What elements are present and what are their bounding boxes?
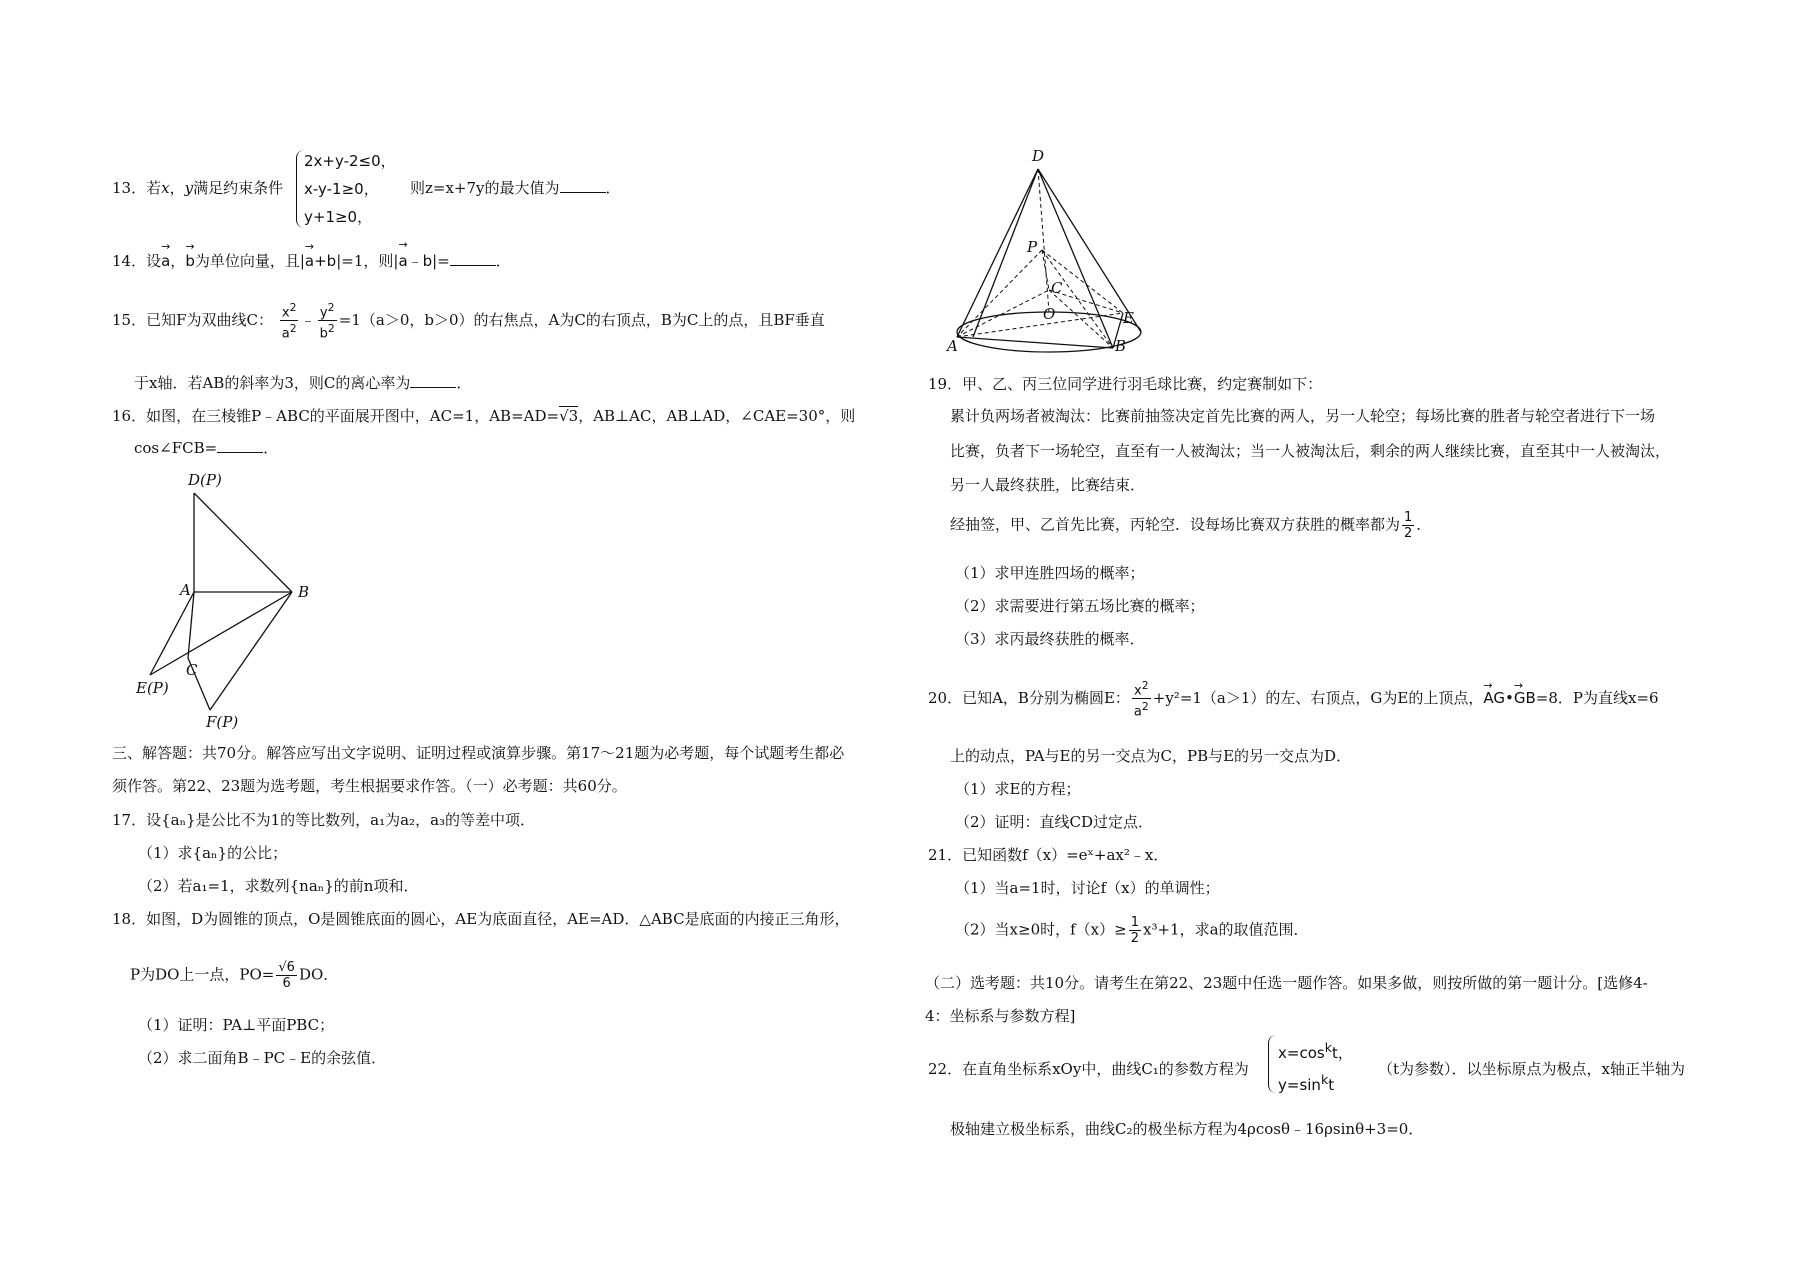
q14-vec-b: → b <box>185 252 195 270</box>
q20-vec-gb: → GB <box>1514 686 1536 710</box>
q13-constraint-1: 2x+y-2≤0， <box>304 152 396 170</box>
fig16-label-A: A <box>180 581 191 599</box>
q14-end: ． <box>495 252 511 270</box>
q22-eq2-t: t <box>1328 1076 1335 1094</box>
q16-line2-text: cos∠FCB= <box>134 439 218 457</box>
q15-answer-blank <box>410 373 456 388</box>
q22-eq1-t: t， <box>1331 1044 1353 1062</box>
q13-prefix: 13．若 <box>112 179 162 197</box>
fig18-label-E: E <box>1123 309 1134 327</box>
q14-mid: 为单位向量，且| <box>194 252 305 270</box>
q13-answer-blank <box>560 178 606 193</box>
q15-frac-x <box>280 300 299 342</box>
q16-answer-blank <box>217 438 263 453</box>
q15-y-sup: 2 <box>327 301 335 314</box>
q14-eq: |=1，则| <box>336 252 399 270</box>
q16-end: ． <box>263 439 279 457</box>
q15-b-sup: 2 <box>327 322 335 336</box>
q19-rule2: 比赛，负者下一场轮空，直至有一人被淘汰；当一人被淘汰后，剩余的两人继续比赛，直至其中一人被淘汰， <box>950 442 1671 460</box>
section2-line1: （二）选考题：共10分。请考生在第22、23题中任选一题作答。如果多做，则按所做的第一题计分。[选修4- <box>925 974 1648 992</box>
fig16-edge-DB <box>194 493 292 592</box>
q13-comma: ， <box>169 179 185 197</box>
q15-line2 <box>134 372 471 393</box>
section2-line2: 4：坐标系与参数方程] <box>925 1007 1076 1025</box>
q15-b: b <box>319 326 328 342</box>
fig18-label-C: C <box>1051 279 1063 297</box>
q21-part2-tail: x³+1，求a的取值范围． <box>1142 920 1309 939</box>
q22-eq1-text: x=cos <box>1278 1044 1325 1062</box>
q17-part1: （1）求{aₙ}的公比； <box>138 844 288 862</box>
fig18-label-D: D <box>1032 147 1045 165</box>
fig16-label-B: B <box>298 583 310 601</box>
q19-rule4 <box>950 510 1431 541</box>
q20-prefix: 20．已知A，B分别为椭圆E： <box>928 688 1130 707</box>
q21-part2 <box>955 915 1309 946</box>
q18-part2: （2）求二面角B﹣PC﹣E的余弦值． <box>138 1049 387 1067</box>
q15-minus: ﹣ <box>300 310 316 329</box>
q13-x: x <box>161 179 170 197</box>
fig18-label-P: P <box>1027 238 1038 256</box>
fig16-label-C: C <box>186 661 198 679</box>
q20-frac <box>1132 678 1151 720</box>
fig16-net <box>120 465 330 730</box>
q17-stem: 17．设{aₙ}是公比不为1的等比数列，a₁为a₂，a₃的等差中项． <box>112 811 536 829</box>
fig16-label-D: D(P) <box>188 471 222 489</box>
q16-line1 <box>112 405 855 426</box>
q13-constraint-3: y+1≥0， <box>304 208 373 226</box>
q14-vec-a: → a <box>161 252 170 270</box>
q18-line2-prefix: P为DO上一点，PO= <box>130 965 275 984</box>
q13-constraint-2: x-y-1≥0， <box>304 180 379 198</box>
q15-end: ． <box>456 374 472 392</box>
q22-eq2-sup: k <box>1320 1072 1329 1087</box>
fig18-diameter-AE <box>957 313 1123 337</box>
q21-stem: 21．已知函数f（x）=eˣ+ax²﹣x． <box>928 846 1169 864</box>
q18-frac-den: 6 <box>282 976 291 991</box>
q15-line2-text: 于x轴．若AB的斜率为3，则C的离心率为 <box>134 374 411 392</box>
q21-frac <box>1129 915 1141 946</box>
q20-line2: 上的动点，PA与E的另一交点为C，PB与E的另一交点为D． <box>950 747 1352 765</box>
q14-prefix: 14．设 <box>112 252 162 270</box>
q19-rule4-text: 经抽签，甲、乙首先比赛，丙轮空．设每场比赛双方获胜的概率都为 <box>950 515 1401 534</box>
q14-sum: → a+b <box>305 252 336 270</box>
q21-frac-den: 2 <box>1130 931 1139 946</box>
fig18-edge-DA <box>957 169 1038 337</box>
fig18-label-B: B <box>1115 337 1127 355</box>
q15-frac-y <box>318 300 337 342</box>
fig18-cone <box>945 145 1145 355</box>
q22-brace <box>1268 1035 1277 1093</box>
fig18-edge-PA <box>957 250 1042 337</box>
q17-part2: （2）若a₁=1，求数列{naₙ}的前n项和． <box>138 877 419 895</box>
q15-line1-tail: =1（a＞0，b＞0）的右焦点，A为C的右顶点，B为C上的点，且BF垂直 <box>338 310 825 329</box>
q20-mid: +y²=1（a＞1）的左、右顶点，G为E的上顶点， <box>1152 688 1484 707</box>
q19-stem: 19．甲、乙、丙三位同学进行羽毛球比赛，约定赛制如下： <box>928 375 1323 393</box>
fig18-label-O: O <box>1043 305 1056 323</box>
q15-a-sup: 2 <box>289 322 297 336</box>
q20-dot: • <box>1504 688 1514 707</box>
q22-line2: 极轴建立极坐标系，曲线C₂的极坐标方程为4ρcosθ﹣16ρsinθ+3=0． <box>950 1120 1424 1138</box>
q13-text: 满足约束条件 <box>193 179 284 197</box>
q22-eq2 <box>1278 1072 1334 1094</box>
q18-line1: 18．如图，D为圆锥的顶点，O是圆锥底面的圆心，AE为底面直径，AE=AD．△ABC是底面的内接正三角形， <box>112 910 850 928</box>
q20-part1: （1）求E的方程； <box>955 780 1081 798</box>
q15-x: x <box>281 305 290 321</box>
q14-tail: |= <box>432 252 450 270</box>
q15-y: y <box>319 305 328 321</box>
q22-eq1-sup: k <box>1324 1040 1332 1055</box>
q21-part2-prefix: （2）当x≥0时，f（x）≥ <box>955 920 1127 939</box>
q16-line2 <box>134 437 278 458</box>
fig18-edge-AB <box>957 337 1113 348</box>
q21-frac-num: 1 <box>1130 915 1139 930</box>
q15-x-sup: 2 <box>289 301 297 314</box>
q20-vec-ag: → AG <box>1483 686 1505 710</box>
fig16-edge-FB <box>210 592 292 710</box>
fig18-label-A: A <box>947 337 958 355</box>
section3-line1: 三、解答题：共70分。解答应写出文字说明、证明过程或演算步骤。第17～21题为必考题，每个试题考生都必 <box>112 744 845 762</box>
q19-part3: （3）求丙最终获胜的概率． <box>955 630 1145 648</box>
q19-half <box>1402 510 1414 541</box>
q19-part1: （1）求甲连胜四场的概率； <box>955 564 1145 582</box>
q18-line2-tail: DO． <box>298 965 339 984</box>
q13 <box>112 177 283 198</box>
q13-tail <box>410 177 621 198</box>
q22-prefix: 22．在直角坐标系xOy中，曲线C₁的参数方程为 <box>928 1060 1249 1078</box>
q20-line1 <box>928 678 1659 720</box>
q22-param: （t为参数）．以坐标原点为极点，x轴正半轴为 <box>1378 1060 1685 1078</box>
q14 <box>112 250 511 271</box>
q16-sqrt-val: 3 <box>568 407 579 425</box>
q20-tail: =8．P为直线x=6 <box>1535 688 1659 707</box>
q22-eq1 <box>1278 1040 1353 1063</box>
q13-y: y <box>184 179 194 197</box>
q15-line1 <box>112 300 825 342</box>
q19-part2: （2）求需要进行第五场比赛的概率； <box>955 597 1205 615</box>
q19-rule3: 另一人最终获胜，比赛结束． <box>950 476 1146 494</box>
q18-frac-num: √6 <box>278 960 295 975</box>
q20-fx: x <box>1134 683 1142 699</box>
q19-half-num: 1 <box>1404 510 1413 525</box>
q14-diff: → a﹣b <box>398 250 432 271</box>
q16-line1-text: 16．如图，在三棱锥P﹣ABC的平面展开图中，AC=1，AB=AD= <box>112 407 560 425</box>
q18-frac <box>276 960 297 991</box>
q20-part2: （2）证明：直线CD过定点． <box>955 813 1154 831</box>
fig16-label-F: F(P) <box>206 713 239 730</box>
q20-fa-sup: 2 <box>1141 700 1149 714</box>
q16-sqrt: √3 <box>559 407 579 425</box>
q19-rule4-end: ． <box>1416 515 1432 534</box>
q18-part1: （1）证明：PA⊥平面PBC； <box>138 1016 335 1034</box>
fig16-label-E: E(P) <box>136 679 169 697</box>
q16-line1-tail: ，AB⊥AC，AB⊥AD，∠CAE=30°，则 <box>578 407 856 425</box>
q14-answer-blank <box>450 251 496 266</box>
q18-line2 <box>130 960 338 991</box>
fig18-edge-CB <box>1049 290 1113 348</box>
q19-half-den: 2 <box>1404 526 1413 541</box>
q19-rule1: 累计负两场者被淘汰：比赛前抽签决定首先比赛的两人，另一人轮空；每场比赛的胜者与轮空者进行下一场 <box>950 407 1656 425</box>
section3-line2: 须作答。第22、23题为选考题，考生根据要求作答。（一）必考题：共60分。 <box>112 777 627 795</box>
q14-sep: ， <box>170 252 186 270</box>
q20-fa: a <box>1133 704 1142 720</box>
q22-eq2-text: y=sin <box>1278 1076 1321 1094</box>
q20-fx-sup: 2 <box>1141 679 1149 692</box>
q21-part1: （1）当a=1时，讨论f（x）的单调性； <box>955 879 1220 897</box>
q13-end: ． <box>605 179 621 197</box>
q13-tail-text: 则z=x+7y的最大值为 <box>410 179 560 197</box>
fig18-edge-AC <box>957 290 1049 337</box>
q15-prefix: 15．已知F为双曲线C： <box>112 310 273 329</box>
q15-a: a <box>281 326 290 342</box>
